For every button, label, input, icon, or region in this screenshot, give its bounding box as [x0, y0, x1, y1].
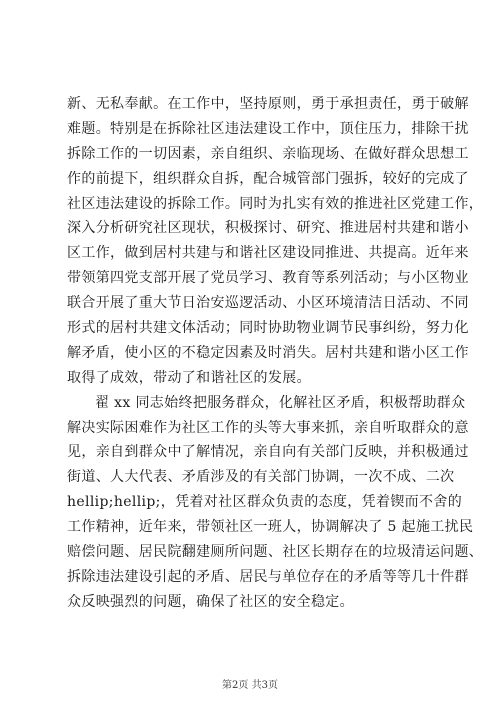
text-line: 解矛盾，使小区的不稳定因素及时消失。居村共建和谐小区工作	[67, 344, 469, 361]
text-line: 社区违法建设的拆除工作。同时为扎实有效的推进社区党建工作，	[67, 195, 484, 212]
text-line: 翟 xx 同志始终把服务群众，化解社区矛盾，积极帮助群众	[95, 394, 466, 411]
page-number: 第2页 共3页	[222, 680, 278, 691]
text-line: 工作精神，近年来，带领社区一班人，协调解决了 5 起施工扰民	[67, 519, 474, 536]
text-line: 带领第四党支部开展了党员学习、教育等系列活动；与小区物业	[67, 270, 469, 287]
text-line: 新、无私奉献。在工作中，坚持原则，勇于承担责任，勇于破解	[67, 96, 469, 112]
text-line: 深入分析研究社区现状，积极探讨、研究、推进居村共建和谐小	[67, 220, 469, 237]
text-line: 赔偿问题、居民院翻建厕所问题、社区长期存在的垃圾清运问题、	[67, 544, 484, 561]
text-line: 联合开展了重大节日治安巡逻活动、小区环境清洁日活动、不同	[67, 295, 469, 312]
text-line: 作的前提下，组织群众自拆，配合城管部门强拆，较好的完成了	[67, 170, 469, 187]
text-line: 街道、人大代表、矛盾涉及的有关部门协调，一次不成、二次	[67, 469, 455, 486]
text-line: 形式的居村共建文体活动；同时协助物业调节民事纠纷，努力化	[67, 320, 469, 337]
text-line: 难题。特别是在拆除社区违法建设工作中，顶住压力，排除干扰	[67, 120, 469, 137]
document-body	[67, 92, 484, 615]
paragraph-1	[67, 92, 484, 391]
text-line: 拆除工作的一切因素，亲自组织、亲临现场、在做好群众思想工	[67, 145, 469, 162]
text-line: 区工作，做到居村共建与和谐社区建设同推进、共提高。近年来	[67, 245, 469, 262]
text-line: 拆除违法建设引起的矛盾、居民与单位存在的矛盾等等几十件群	[67, 568, 469, 585]
text-line: hellip;hellip;，凭着对社区群众负责的态度，凭着锲而不舍的	[67, 494, 463, 511]
text-line: 见，亲自到群众中了解情况，亲自向有关部门反映，并积极通过	[67, 444, 469, 461]
paragraph-2	[67, 391, 484, 615]
text-line: 众反映强烈的问题，确保了社区的安全稳定。	[67, 593, 354, 610]
text-line: 解决实际困难作为社区工作的头等大事来抓，亲自听取群众的意	[67, 419, 469, 436]
text-line: 取得了成效，带动了和谐社区的发展。	[67, 369, 311, 386]
